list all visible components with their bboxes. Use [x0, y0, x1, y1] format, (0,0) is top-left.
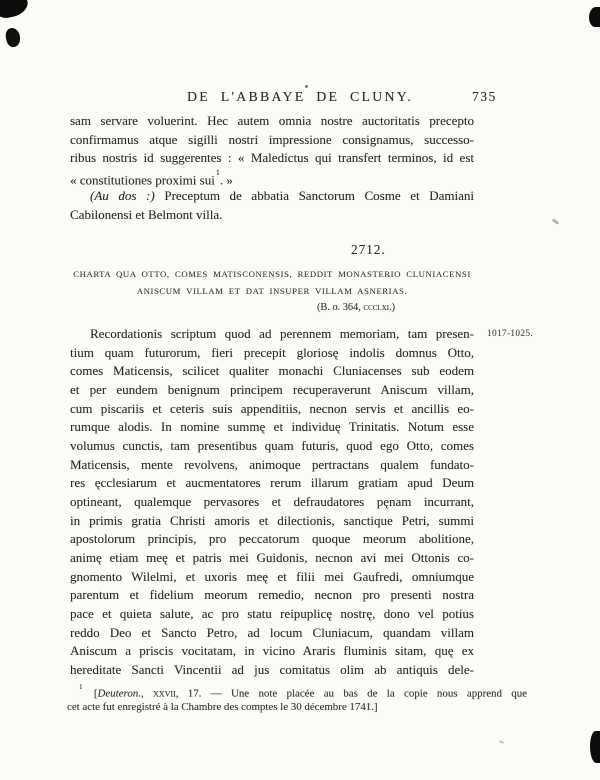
- text-line: gnomento Wilelmi, et uxoris meę et filii mei Gaufredi, omniumque: [70, 568, 474, 584]
- quote-continuation-text: « constitutiones proximi sui: [70, 172, 215, 188]
- source-reference: [317, 302, 395, 313]
- text-line: res ęcclesiarum et aucmentatores rerum illarum gratiam apud Deum: [70, 475, 474, 491]
- quote-close: . »: [219, 172, 233, 188]
- charter-heading: [70, 266, 474, 300]
- scan-ink-mark-top-right-edge: [589, 7, 600, 27]
- text-line: hereditate Sancti Vincentii ad jus comitatus olim ab antiquis dele-: [70, 661, 474, 677]
- scan-speck-right-margin: [552, 218, 559, 224]
- text-line: Recordationis scriptum quod ad perennem memoriam, tam presen-: [90, 326, 474, 341]
- page-number: 735: [472, 89, 497, 104]
- footnote-line: [67, 684, 527, 701]
- text-line: rumque alodis. In nomine summę et individuę Trinitatis. Notum esse: [70, 419, 474, 435]
- text-line: apostolorum principis, pro peccatorum quoque meorum abolitione,: [70, 531, 474, 547]
- paragraph-continuation: [70, 112, 474, 190]
- charter-heading-line: CHARTA QUA OTTO, COMES MATISCONENSIS, REDDIT MONASTERIO CLUNIACENSI: [73, 269, 471, 279]
- charter-number: 2712.: [351, 242, 386, 257]
- scan-speck-bottom: [499, 740, 504, 744]
- footnote-open-bracket: [: [84, 687, 98, 700]
- text-line: [70, 187, 474, 206]
- text-line: pace et quieta salute, ac pro statu reipuplicę nostrę, dono vel potius: [70, 605, 474, 621]
- source-prefix: (B. o. 364,: [317, 302, 364, 313]
- footnote-text: , 17. — Une note placée au bas de la copie nous apprend que: [175, 687, 527, 700]
- footnote: [67, 684, 527, 714]
- text-line: Maticensis, mente revolvens, animoque pertractans qualem fundato-: [70, 456, 474, 472]
- text-line: confirmamus atque sigilli nostri impressione consignamus, successo-: [70, 131, 474, 147]
- footnote-separator: ,: [140, 687, 154, 700]
- text-line: parentum et fidelium meorum remedio, necnon pro presenti nostra: [70, 587, 474, 603]
- au-dos-paragraph: [70, 187, 474, 224]
- running-title: DE L'ABBAYE DE CLUNY.: [187, 89, 413, 104]
- scan-ink-blob-top-left: [0, 0, 29, 19]
- footnote-marker: 1: [79, 683, 83, 691]
- text-line: comes Maticensis, scilicet qualiter monachi Cluniacenses sub eodem: [70, 363, 474, 379]
- text-line: tium quam futurorum, fieri precepit gloriosę indolis domnus Otto,: [70, 344, 474, 360]
- au-dos-italic-lead: (Au dos :): [90, 188, 155, 203]
- footnote-reference: 1: [215, 167, 220, 177]
- text-line: sam servare voluerint. Hec autem omnia nostre auctoritatis precepto: [70, 113, 474, 128]
- au-dos-line1-rest: Preceptum de abbatia Sanctorum Cosme et Damiani: [154, 188, 474, 203]
- scan-ink-mark-bottom-right-edge: [590, 731, 600, 763]
- text-line: reddo Deo et Sancto Petro, ad locum Cluniacum, quandam villam: [70, 624, 474, 640]
- source-roman-numeral: ccclxi.): [363, 302, 396, 313]
- margin-date: 1017-1025.: [487, 328, 534, 338]
- text-line: optineant, qualemque pervasores et defraudatores pęnam incurrant,: [70, 493, 474, 509]
- text-line: cum piscariis et ceteris suis appenditiis, necnon servis et ancillis eo-: [70, 400, 474, 416]
- text-line: animę etiam meę et patris mei Guidonis, necnon avi mei Ottonis co-: [70, 549, 474, 565]
- scan-ink-blob-left: [4, 27, 22, 48]
- charter-heading-line: ANISCUM VILLAM ET DAT INSUPER VILLAM ASNERIAS.: [136, 286, 408, 297]
- running-header: [0, 88, 600, 106]
- text-line: Aniscum a priscis vocitatam, in vicino Araris fluminis sitam, quę ex: [70, 643, 474, 659]
- footnote-line: cet acte fut enregistré à la Chambre des comptes le 30 décembre 1741.]: [67, 701, 378, 714]
- text-line: in primis gratia Christi amoris et dilectionis, sanctique Petri, summi: [70, 512, 474, 528]
- text-line: Cabilonensi et Belmont villa.: [70, 206, 223, 222]
- text-line: volumus cunctis, tam presentibus quam futuris, quod ego Otto, comes: [70, 437, 474, 453]
- charter-body: [70, 325, 474, 679]
- footnote-roman-numeral: xxvii: [153, 687, 176, 700]
- text-line: et per eundem benignum principem recuperaverunt Aniscum villam,: [70, 381, 474, 397]
- text-line: ribus nostris id suggerentes : « Maledictus qui transfert terminos, id est: [70, 150, 474, 166]
- footnote-work-title: Deuteron.: [97, 687, 141, 700]
